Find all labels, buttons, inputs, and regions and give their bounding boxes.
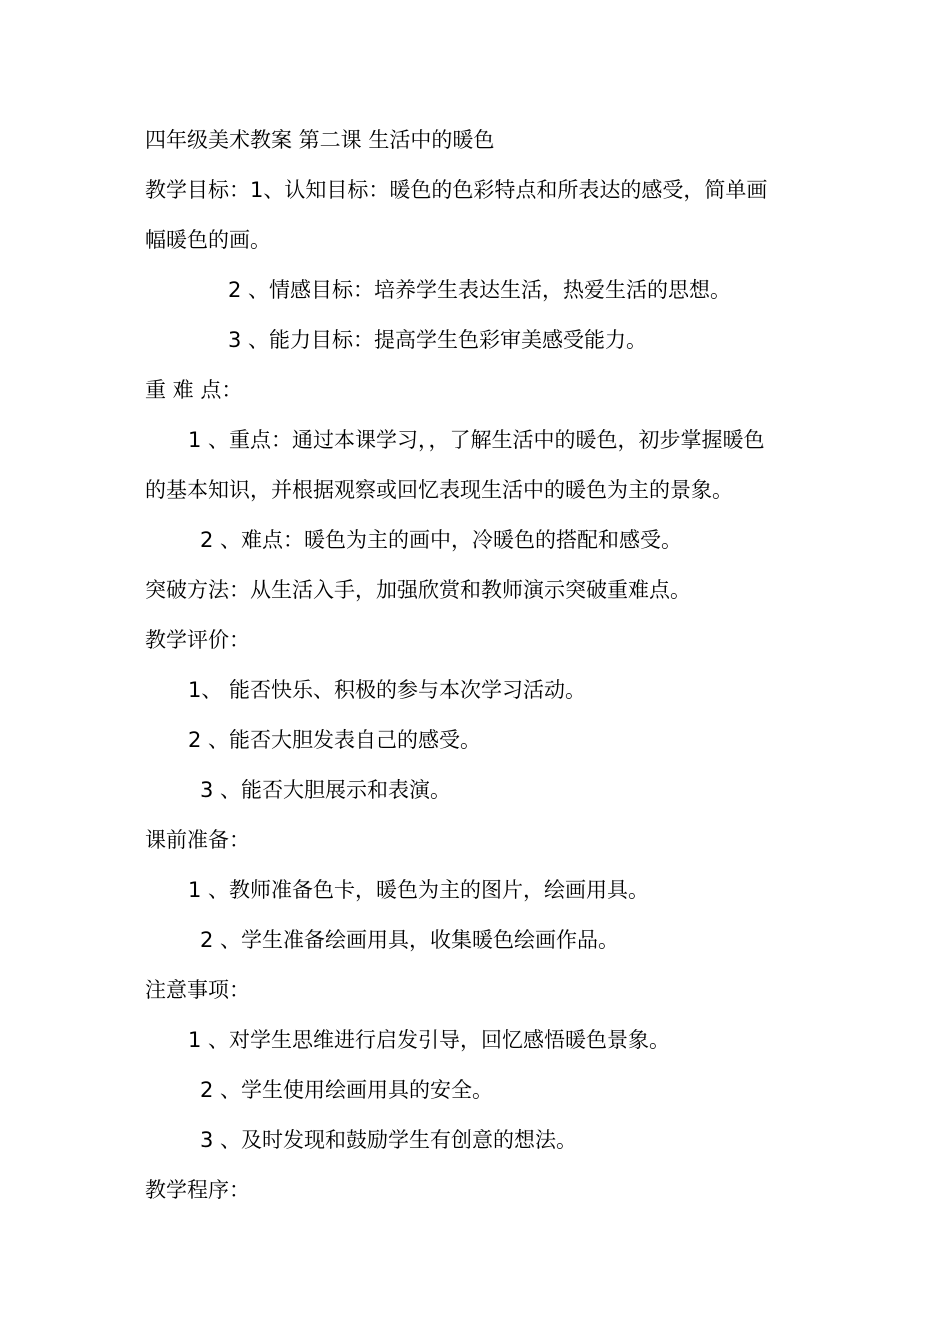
breakthrough-method: 突破方法：从生活入手，加强欣赏和教师演示突破重难点。 xyxy=(145,578,691,602)
teaching-goals-continuation: 幅暖色的画。 xyxy=(145,228,271,252)
evaluation-item-2: 2 、能否大胆发表自己的感受。 xyxy=(188,728,482,752)
key-point-1: 1 、重点：通过本课学习，，了解生活中的暖色，初步掌握暖色 xyxy=(188,428,765,452)
difficulty-point: 2 、难点：暖色为主的画中，冷暖色的搭配和感受。 xyxy=(200,528,683,552)
notes-item-3: 3 、及时发现和鼓励学生有创意的想法。 xyxy=(200,1128,578,1152)
procedure-heading: 教学程序： xyxy=(145,1178,250,1202)
notes-heading: 注意事项： xyxy=(145,978,250,1002)
notes-item-2: 2 、学生使用绘画用具的安全。 xyxy=(200,1078,494,1102)
key-points-heading: 重 难 点： xyxy=(145,378,243,402)
evaluation-heading: 教学评价： xyxy=(145,628,250,652)
key-point-1-continuation: 的基本知识，并根据观察或回忆表现生活中的暖色为主的景象。 xyxy=(145,478,733,502)
preparation-item-2: 2 、学生准备绘画用具，收集暖色绘画作品。 xyxy=(200,928,620,952)
evaluation-item-1: 1、 能否快乐、积极的参与本次学习活动。 xyxy=(188,678,587,702)
document-title: 四年级美术教案 第二课 生活中的暖色 xyxy=(145,128,495,152)
notes-item-1: 1 、对学生思维进行启发引导，回忆感悟暖色景象。 xyxy=(188,1028,671,1052)
evaluation-item-3: 3 、能否大胆展示和表演。 xyxy=(200,778,452,802)
teaching-goals-line: 教学目标：1、认知目标：暖色的色彩特点和所表达的感受，简单画 xyxy=(145,178,768,202)
preparation-item-1: 1 、教师准备色卡，暖色为主的图片，绘画用具。 xyxy=(188,878,650,902)
ability-goal: 3 、能力目标：提高学生色彩审美感受能力。 xyxy=(228,328,648,352)
preparation-heading: 课前准备： xyxy=(145,828,250,852)
emotional-goal: 2 、情感目标：培养学生表达生活，热爱生活的思想。 xyxy=(228,278,732,302)
